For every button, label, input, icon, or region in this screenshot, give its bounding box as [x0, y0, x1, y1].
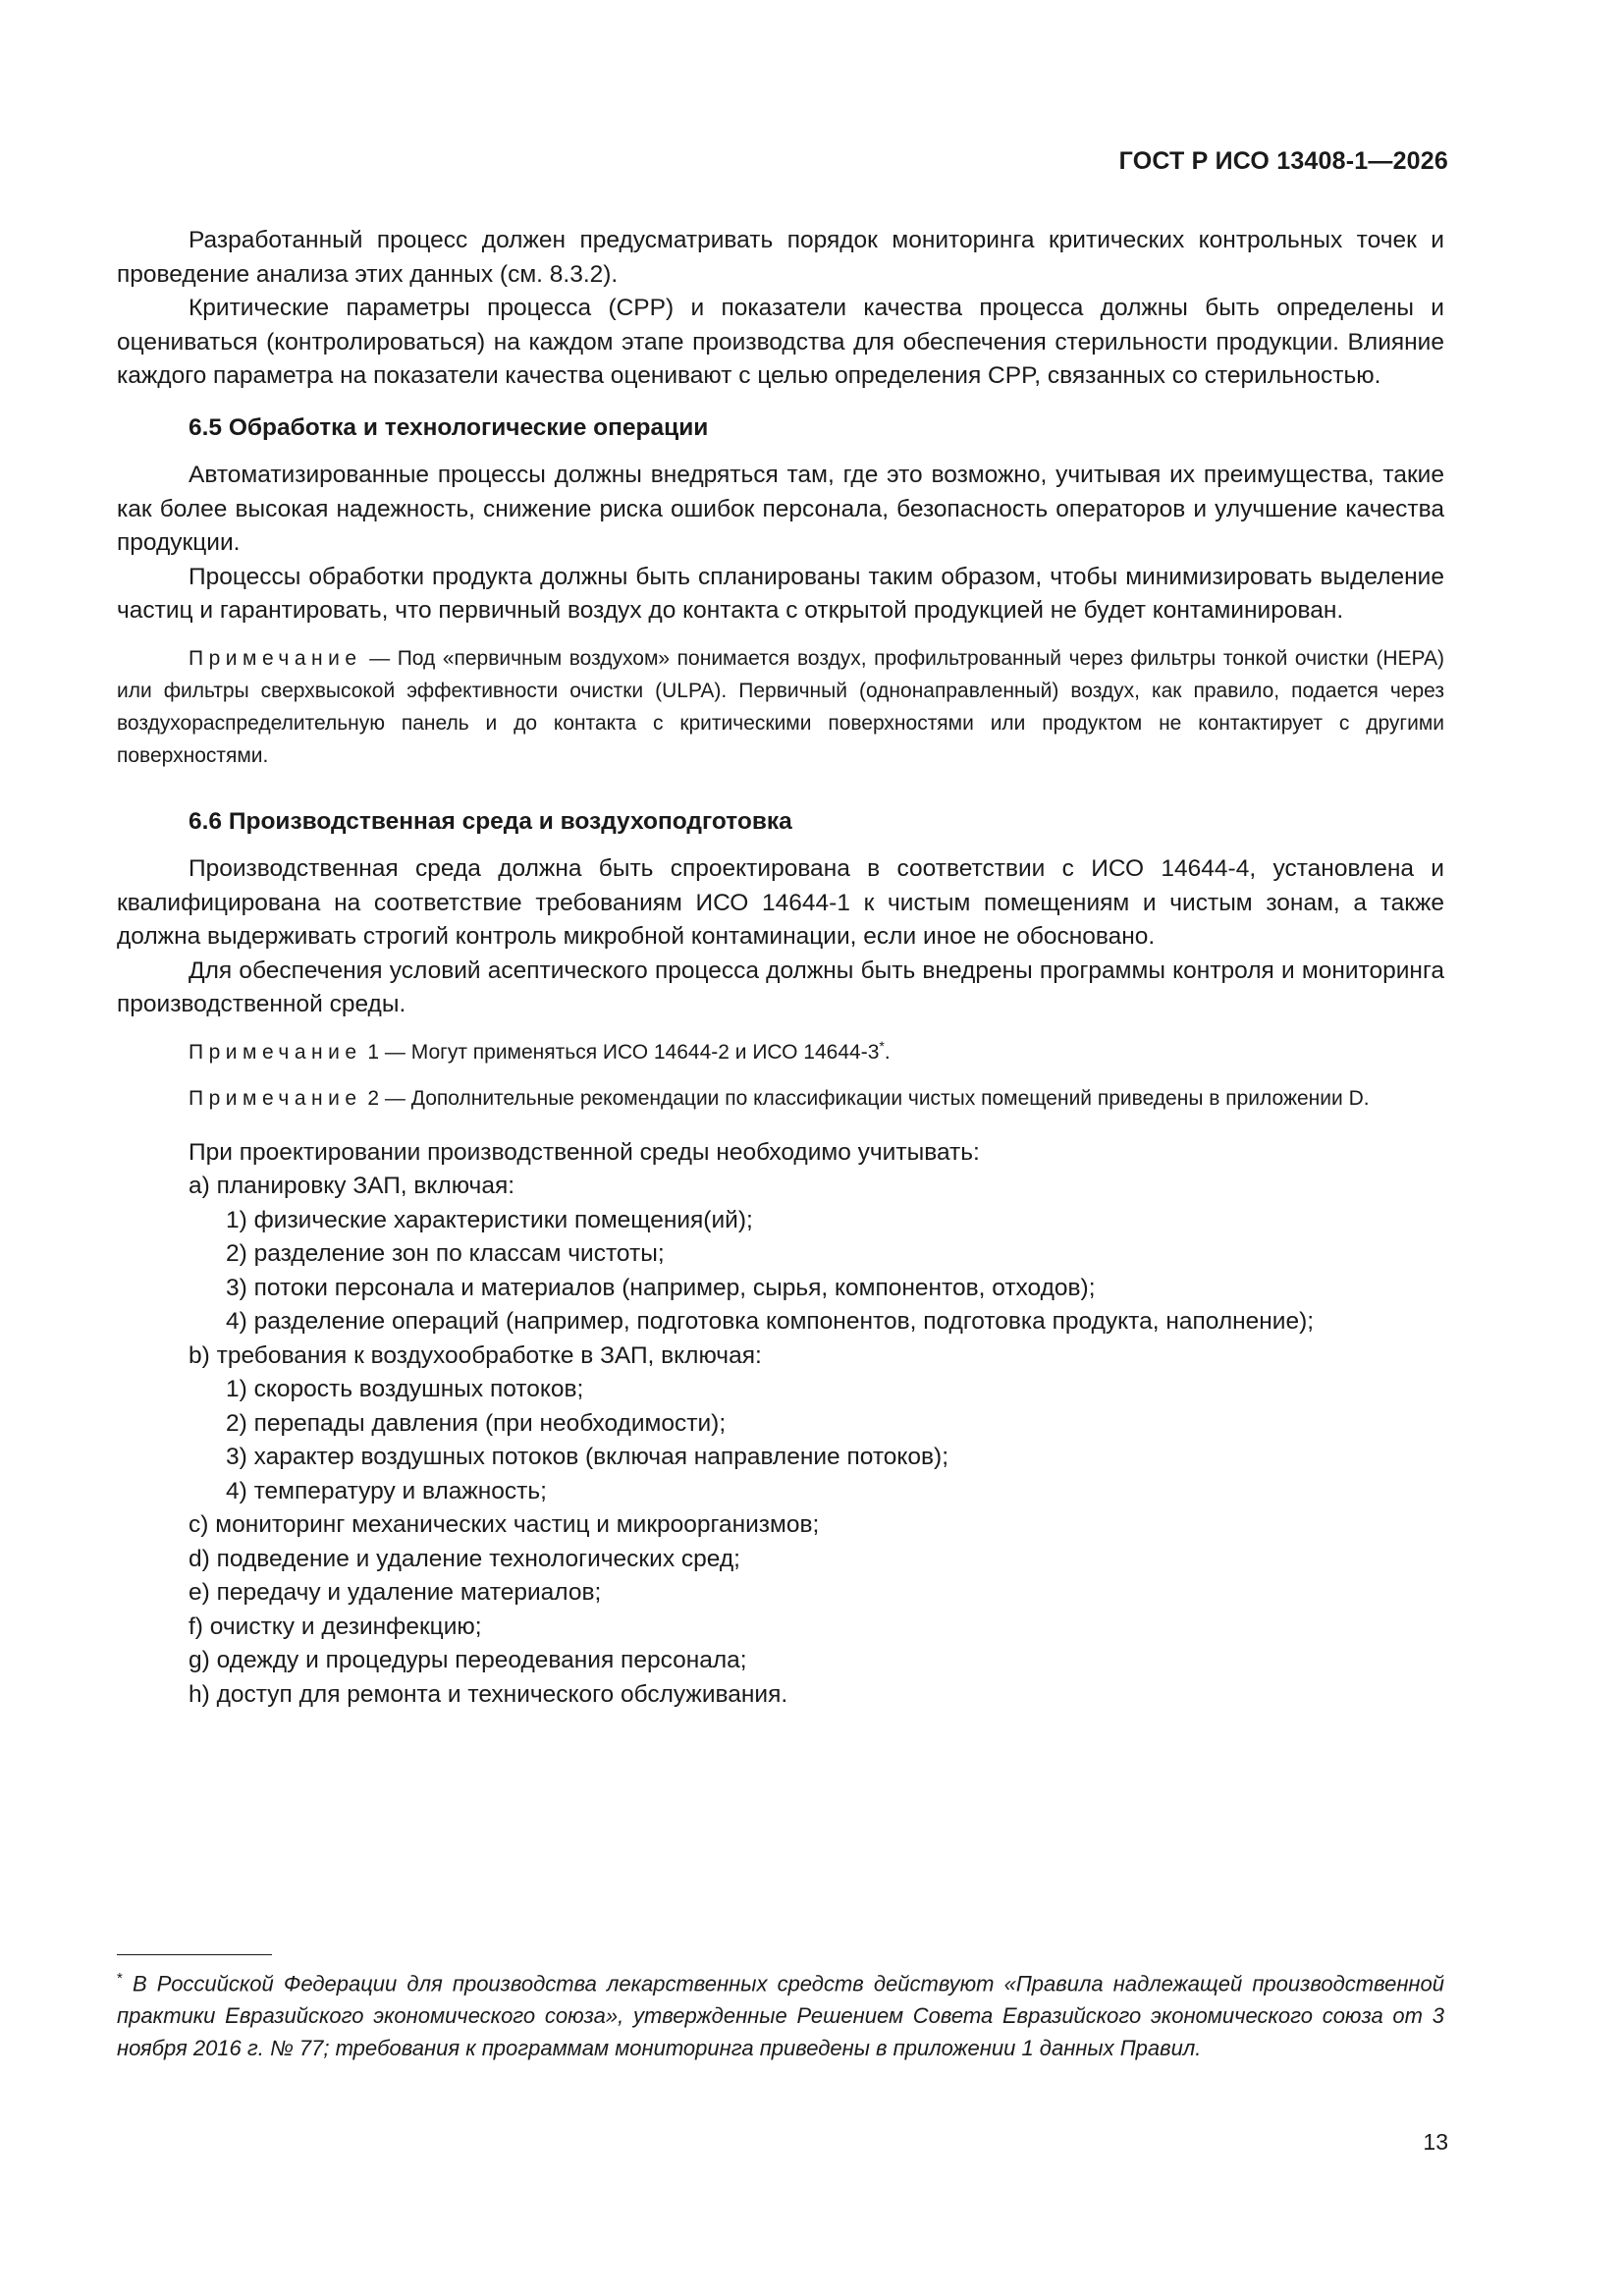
list-item: [117, 1441, 1444, 1475]
list-intro: При проектировании производственной среды необходимо учитывать:: [189, 1138, 980, 1166]
list-text: планировку ЗАП, включая:: [216, 1173, 515, 1199]
paragraph: Автоматизированные процессы должны внедряться там, где это возможно, учитывая их преимущества, такие как более высокая надежность, снижение риска ошибок персонала, безопасность операторов и улучшение качества продукции.: [117, 462, 1444, 556]
note-text: 2 — Дополнительные рекомендации по классификации чистых помещений приведены в приложении D.: [361, 1086, 1370, 1110]
list-item: [117, 1373, 1444, 1407]
list-marker: 3): [226, 1444, 247, 1470]
list-marker: g): [189, 1647, 210, 1673]
list-marker: а): [189, 1173, 210, 1199]
paragraph: Для обеспечения условий асептического процесса должны быть внедрены программы контроля и мониторинга производственной среды.: [117, 957, 1444, 1017]
note-text: 1 — Могут применяться ИСО 14644-2 и ИСО 14644-3: [361, 1040, 880, 1064]
footnote-ref: *: [879, 1037, 885, 1054]
footnote-text: В Российской Федерации для производства лекарственных средств действуют «Правила надлежащей производственной практики Евразийского экономического союза», утвержденные Решением Совета Евразийского экономического союза от 3 ноября 2016 г. № 77; требования к программам мониторинга приведены в приложении 1 данных Правил.: [117, 1971, 1444, 2061]
list-text: передачу и удаление материалов;: [216, 1579, 602, 1606]
note-text: — Под «первичным воздухом» понимается воздух, профильтрованный через фильтры тонкой очистки (HEPA) или фильтры сверхвысокой эффективности очистки (ULPA). Первичный (однонаправленный) воздух, как правило, подается через воздухораспределительную панель и до контакта с критическими поверхностями или продуктом не контактирует с другими поверхностями.: [117, 646, 1444, 767]
note-1: [117, 1036, 1444, 1068]
paragraph: Производственная среда должна быть спроектирована в соответствии с ИСО 14644-4, установлена и квалифицирована на соответствие требованиям ИСО 14644-1 к чистым помещениям и чистым зонам, а также должна выдерживать строгий контроль микробной контаминации, если иное не обосновано.: [117, 855, 1444, 950]
paragraph: Процессы обработки продукта должны быть спланированы таким образом, чтобы минимизировать выделение частиц и гарантировать, что первичный воздух до контакта с открытой продукцией не будет контаминирован.: [117, 563, 1444, 624]
list-text: разделение операций (например, подготовка компонентов, подготовка продукта, наполнение);: [253, 1308, 1315, 1335]
list-marker: 2): [226, 1409, 247, 1437]
list-item: [117, 1611, 1444, 1645]
list-text: требования к воздухообработке в ЗАП, включая:: [216, 1341, 762, 1369]
list-text: перепады давления (при необходимости);: [253, 1409, 727, 1437]
list-item: [117, 1475, 1444, 1509]
list-item: [117, 1170, 1444, 1204]
note-label: Примечание: [189, 646, 362, 670]
list-item: [117, 1678, 1444, 1713]
list-marker: 3): [226, 1274, 247, 1301]
list-text: одежду и процедуры переодевания персонала;: [216, 1647, 747, 1673]
list-marker: h): [189, 1680, 210, 1708]
list-item: [117, 1237, 1444, 1272]
list-text: температуру и влажность;: [253, 1477, 547, 1504]
note-label: Примечание: [189, 1086, 362, 1110]
paragraph: Разработанный процесс должен предусматривать порядок мониторинга критических контрольных точек и проведение анализа этих данных (см. 8.3.2).: [117, 227, 1444, 288]
note-end: .: [884, 1040, 891, 1064]
note-label: Примечание: [189, 1040, 362, 1064]
list-item: [117, 1508, 1444, 1543]
list-item: [117, 1272, 1444, 1306]
section-heading-6-5: 6.5 Обработка и технологические операции: [189, 413, 709, 441]
list-marker: b): [189, 1341, 210, 1369]
list-item: [117, 1204, 1444, 1238]
list-marker: c): [189, 1511, 209, 1538]
list-text: скорость воздушных потоков;: [253, 1376, 584, 1402]
list-marker: 2): [226, 1240, 247, 1267]
page-number: 13: [1423, 2129, 1448, 2155]
document-header: ГОСТ Р ИСО 13408-1—2026: [1118, 147, 1448, 175]
paragraph: Критические параметры процесса (CPP) и показатели качества процесса должны быть определены и оцениваться (контролироваться) на каждом этапе производства для обеспечения стерильности продукции. Влияние каждого параметра на показатели качества оценивают с целью определения CPP, связанных со стерильностью.: [117, 295, 1444, 389]
list-text: очистку и дезинфекцию;: [209, 1613, 482, 1640]
section-heading-6-6: 6.6 Производственная среда и воздухоподготовка: [189, 807, 792, 835]
list-marker: 4): [226, 1308, 247, 1335]
list-marker: d): [189, 1545, 210, 1572]
list-item: [117, 1576, 1444, 1611]
list-marker: 4): [226, 1477, 247, 1504]
footnote-divider: [117, 1954, 272, 1955]
list-marker: e): [189, 1579, 210, 1606]
footnote: [117, 1962, 1444, 2064]
list-text: мониторинг механических частиц и микроорганизмов;: [215, 1511, 820, 1538]
list-marker: 1): [226, 1376, 247, 1402]
list-marker: f): [189, 1613, 203, 1640]
list-text: характер воздушных потоков (включая направление потоков);: [253, 1444, 948, 1470]
document-body: [117, 224, 1444, 1712]
list-item: [117, 1305, 1444, 1339]
list-marker: 1): [226, 1206, 247, 1233]
list-item: [117, 1339, 1444, 1374]
list-text: доступ для ремонта и технического обслуживания.: [216, 1680, 788, 1708]
list-item: [117, 1543, 1444, 1577]
list-text: подведение и удаление технологических сред;: [216, 1545, 740, 1572]
list-item: [117, 1407, 1444, 1442]
list-text: разделение зон по классам чистоты;: [253, 1240, 665, 1267]
note: [117, 642, 1444, 772]
list-text: физические характеристики помещения(ий);: [253, 1206, 753, 1233]
list-text: потоки персонала и материалов (например, сырья, компонентов, отходов);: [253, 1274, 1096, 1301]
list-item: [117, 1644, 1444, 1678]
note-2: [117, 1082, 1444, 1115]
footnote-mark: *: [117, 1970, 123, 1987]
